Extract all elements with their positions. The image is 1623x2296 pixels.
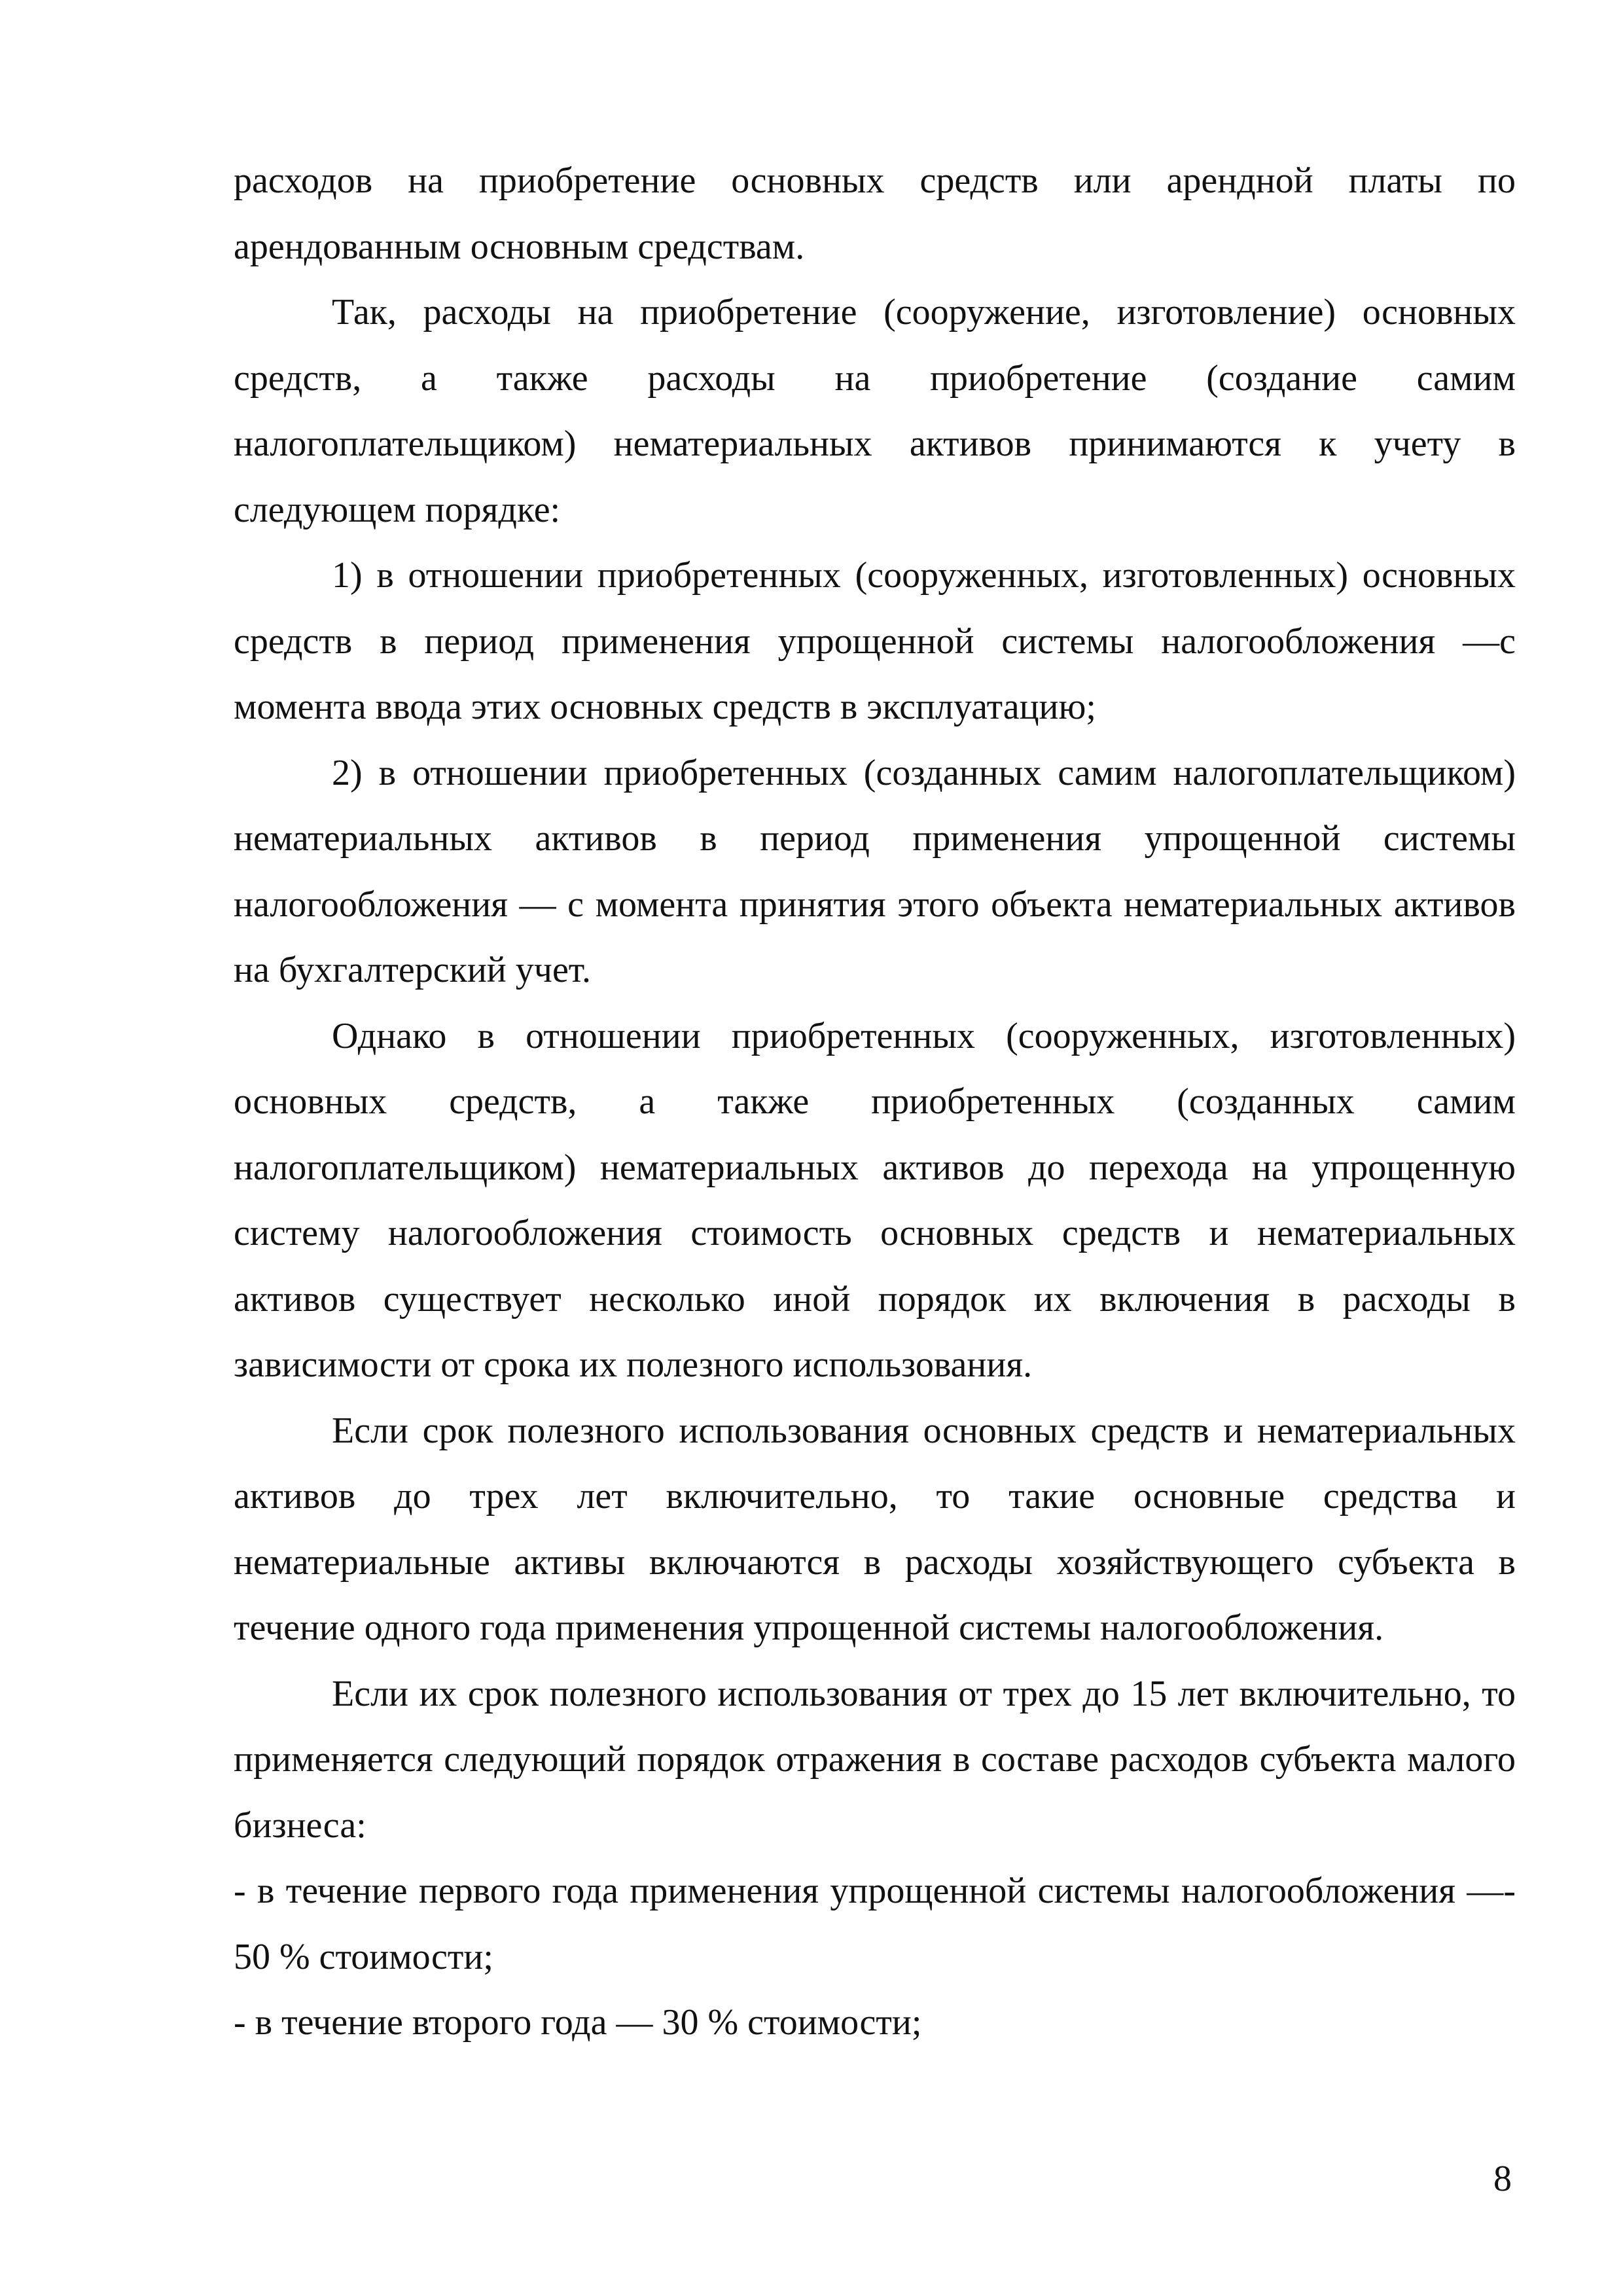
paragraph-item-2: 2) в отношении приобретенных (созданных самим налогоплательщиком) нематериальных активов в период применения упрощенной системы налогообложения — с момента принятия этого объекта нематериальных активов на бухгалтерский учет.	[234, 752, 1516, 990]
paragraph-however: Однако в отношении приобретенных (сооруженных, изготовленных) основных средств, а также приобретенных (созданных самим налогоплательщиком) нематериальных активов до перехода на упрощенную систему налогообложения стоимость основных средств и нематериальных активов существует несколько иной порядок их включения в расходы в зависимости от срока их полезного использования.	[234, 1015, 1516, 1385]
paragraph-expense-order: Так, расходы на приобретение (сооружение, изготовление) основных средств, а также расходы на приобретение (создание самим налогоплательщиком) нематериальных активов принимаются к учету в следующем порядке:	[234, 292, 1516, 530]
paragraph-continuation: расходов на приобретение основных средств или арендной платы по арендованным основным средствам.	[234, 160, 1516, 267]
paragraph-fifteen-years: Если их срок полезного использования от трех до 15 лет включительно, то применяется следующий порядок отражения в составе расходов субъекта малого бизнеса:	[234, 1673, 1516, 1846]
paragraph-three-years: Если срок полезного использования основных средств и нематериальных активов до трех лет включительно, то такие основные средства и нематериальные активы включаются в расходы хозяйствующего субъекта в течение одного года применения упрощенной системы налогообложения.	[234, 1410, 1516, 1648]
page-number: 8	[1493, 2159, 1512, 2199]
list-item-second-year: - в течение второго года — 30 % стоимости;	[234, 2002, 922, 2043]
paragraph-item-1: 1) в отношении приобретенных (сооруженных, изготовленных) основных средств в период применения упрощенной системы налогообложения —с момента ввода этих основных средств в эксплуатацию;	[234, 555, 1516, 727]
list-item-first-year: - в течение первого года применения упрощенной системы налогообложения —- 50 % стоимости;	[234, 1871, 1516, 1977]
page-body	[234, 148, 1516, 2056]
